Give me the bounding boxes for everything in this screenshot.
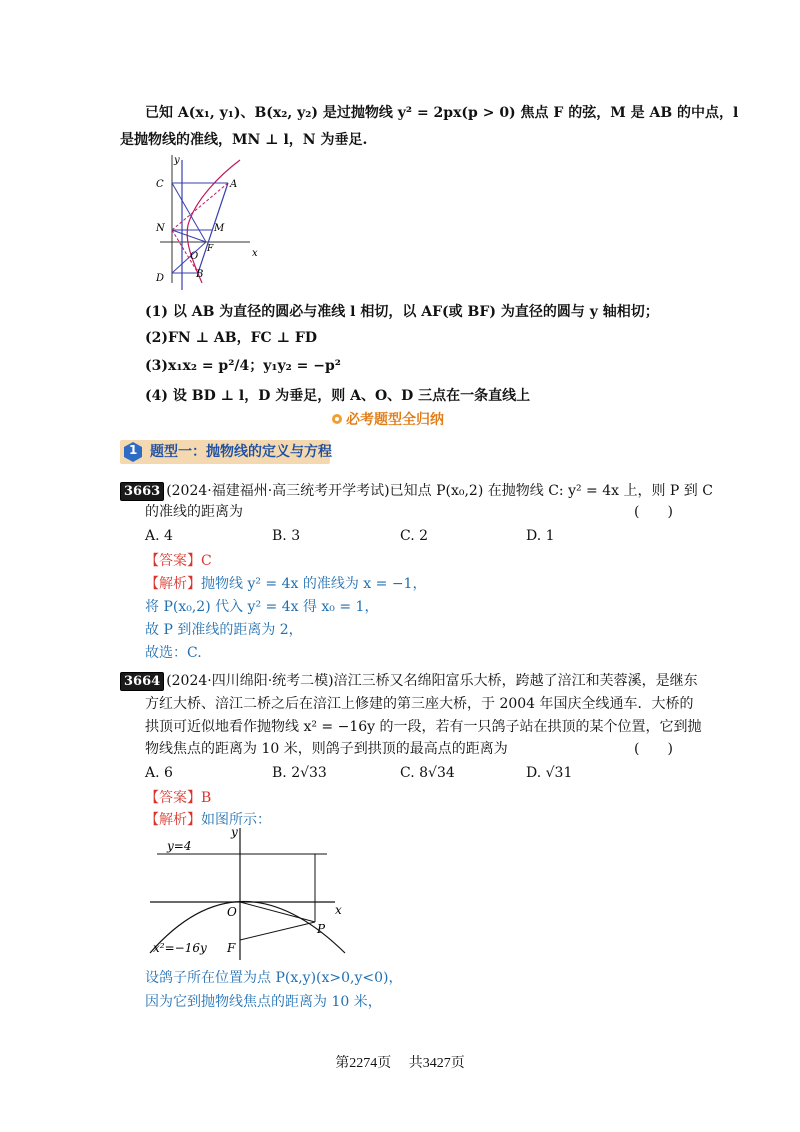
label-parabola-equation: x²=−16y	[153, 941, 207, 955]
q3664-option-b: B. 2√33	[272, 765, 327, 781]
q3664-text-1: (2024·四川绵阳·统考二模)涪江三桥又名绵阳富乐大桥，跨越了涪江和芙蓉溪，是继东	[166, 673, 698, 689]
label-B: B	[196, 269, 204, 280]
label-D: D	[156, 273, 165, 284]
q3663-analysis-1	[145, 574, 426, 594]
q3664-analysis-2: 因为它到抛物线焦点的距离为 10 米，	[145, 994, 382, 1010]
q3664-option-d: D. √31	[526, 765, 573, 781]
q3663-number: 3663	[120, 482, 164, 501]
q3664-line-4: 物线焦点的距离为 10 米，则鸽子到拱顶的最高点的距离为	[145, 741, 508, 757]
section-banner: 必考题型全归纳	[346, 412, 444, 428]
label-M: M	[214, 223, 225, 234]
label-A: A	[230, 179, 238, 190]
type-header-label: 题型一：抛物线的定义与方程	[150, 444, 332, 460]
q3663-line-1	[120, 481, 713, 501]
intro-line-2: 是抛物线的准线，MN ⊥ l，N 为垂足.	[120, 132, 368, 148]
q3664-analysis-tag: 【解析】	[145, 812, 201, 828]
q3663-option-c: C. 2	[400, 528, 429, 544]
q3664-number: 3664	[120, 672, 164, 691]
q3663-option-a: A. 4	[145, 528, 173, 544]
page-total: 共3427页	[408, 1056, 465, 1071]
q3663-line-2: 的准线的距离为	[145, 504, 243, 520]
property-1: (1) 以 AB 为直径的圆必与准线 l 相切，以 AF(或 BF) 为直径的圆与 y 轴相切；	[145, 304, 659, 320]
q3663-analysis-3: 故 P 到准线的距离为 2，	[145, 622, 303, 638]
q3664-answer-paren: ( )	[634, 741, 673, 757]
property-2: (2)FN ⊥ AB，FC ⊥ FD	[145, 330, 317, 346]
type-badge-number: 1	[129, 443, 138, 457]
q3663-answer-value: C	[201, 553, 212, 569]
label-y: y	[174, 155, 180, 166]
q3664-option-c: C. 8√34	[400, 765, 455, 781]
label-x: x	[252, 248, 258, 259]
q3664-analysis-1: 设鸽子所在位置为点 P(x,y)(x>0,y<0)，	[145, 970, 403, 986]
q3664-option-a: A. 6	[145, 765, 173, 781]
q3664-analysis-first: 如图所示：	[201, 812, 271, 828]
line-NF	[172, 230, 206, 242]
label-F: F	[227, 941, 236, 955]
label-C: C	[156, 179, 164, 190]
label-x: x	[335, 903, 342, 917]
q3663-text-1: (2024·福建福州·高三统考开学考试)已知点 P(x₀,2) 在抛物线 C: y² = 4x 上，则 P 到 C	[166, 483, 713, 499]
q3664-answer	[145, 788, 211, 808]
q3664-line-2: 方红大桥、涪江二桥之后在涪江上修建的第三座大桥，于 2004 年国庆全线通车．大桥的	[145, 696, 694, 712]
label-O: O	[227, 905, 237, 919]
q3663-answer-tag: 【答案】	[145, 553, 201, 569]
label-y: y	[231, 828, 238, 839]
label-O: O	[190, 251, 199, 262]
bridge-parabola-figure	[145, 828, 350, 963]
intro-line-1: 已知 A(x₁, y₁)、B(x₂, y₂) 是过抛物线 y² = 2px(p > 0) 焦点 F 的弦，M 是 AB 的中点，l	[145, 105, 739, 121]
label-F: F	[207, 244, 214, 254]
gear-icon	[330, 412, 344, 426]
q3664-line-1	[120, 671, 698, 691]
property-3: (3)x₁x₂ = p²/4；y₁y₂ = −p²	[145, 358, 341, 374]
label-y-equals-4: y=4	[167, 839, 192, 853]
q3664-answer-value: B	[201, 790, 212, 806]
q3663-analysis-text-1: 抛物线 y² = 4x 的准线为 x = −1，	[201, 576, 427, 592]
q3663-option-b: B. 3	[272, 528, 301, 544]
q3664-analysis-header	[145, 810, 271, 830]
q3663-analysis-2: 将 P(x₀,2) 代入 y² = 4x 得 x₀ = 1，	[145, 599, 379, 615]
q3663-analysis-4: 故选：C.	[145, 645, 202, 661]
property-4: (4) 设 BD ⊥ l，D 为垂足，则 A、O、D 三点在一条直线上	[145, 388, 531, 404]
line-OP	[240, 902, 315, 922]
label-P: P	[317, 922, 326, 936]
label-N: N	[156, 223, 165, 234]
q3663-option-d: D. 1	[526, 528, 555, 544]
parabola-focal-chord-figure	[150, 155, 265, 290]
q3663-analysis-tag: 【解析】	[145, 576, 201, 592]
q3664-line-3: 拱顶可近似地看作抛物线 x² = −16y 的一段，若有一只鸽子站在拱顶的某个位置，它到抛	[145, 719, 702, 735]
q3663-answer	[145, 551, 212, 571]
line-FP	[240, 922, 315, 940]
page-number: 第2274页	[335, 1056, 392, 1071]
line-CF	[172, 183, 206, 242]
q3664-answer-tag: 【答案】	[145, 790, 201, 806]
q3663-answer-paren: ( )	[634, 504, 673, 520]
page-footer	[0, 1052, 800, 1072]
